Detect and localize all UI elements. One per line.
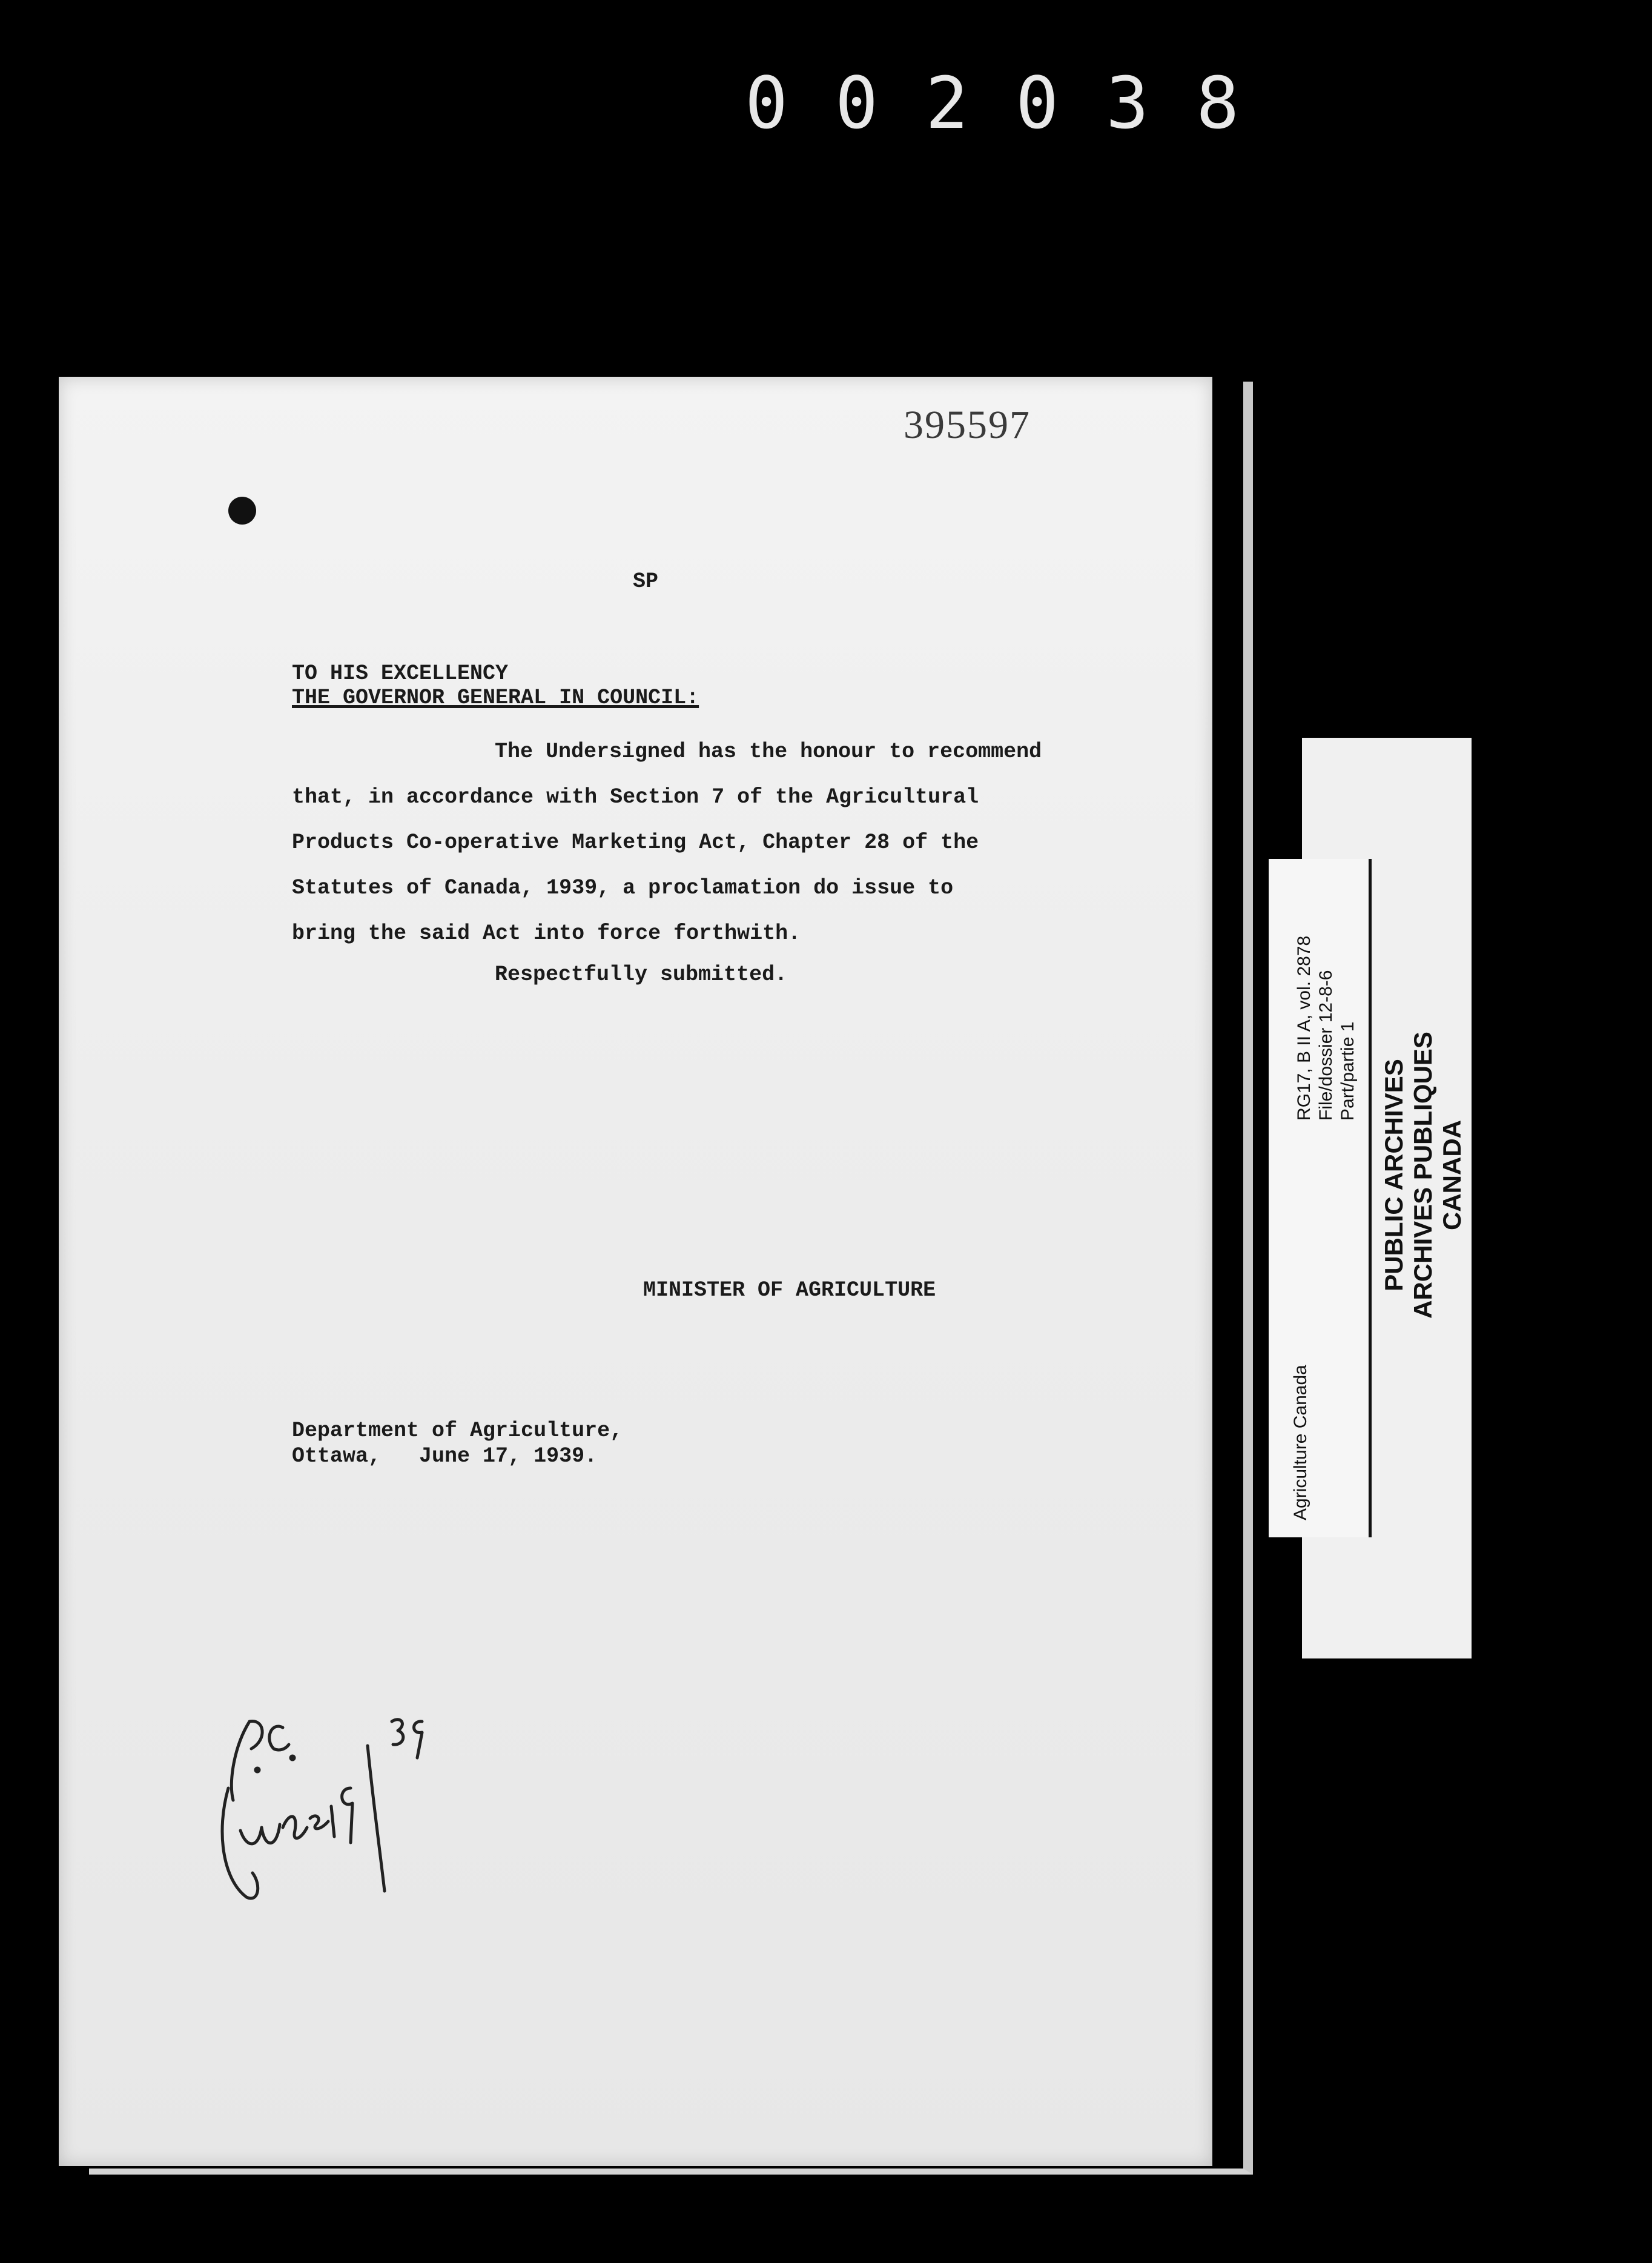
body-line: that, in accordance with Section 7 of the Agricultural <box>292 785 979 809</box>
label-archive-3: CANADA <box>1438 1120 1466 1230</box>
body-line: Products Co-operative Marketing Act, Chapter 28 of the <box>292 830 979 855</box>
label-reference-3: Part/partie 1 <box>1338 1021 1358 1121</box>
frame-number: 002038 <box>745 61 1287 145</box>
label-archive-block <box>1379 1018 1467 1333</box>
document-page <box>59 377 1212 2166</box>
address-line-1: TO HIS EXCELLENCY <box>292 661 509 686</box>
label-archive-2: ARCHIVES PUBLIQUES <box>1409 1032 1437 1319</box>
label-department: Agriculture Canada <box>1290 1365 1310 1520</box>
document-code: SP <box>633 569 659 594</box>
label-reference-2: File/dossier 12-8-6 <box>1316 970 1336 1121</box>
department-line-1: Department of Agriculture, <box>292 1419 623 1443</box>
handwritten-note <box>192 1697 434 1964</box>
body-line: The Undersigned has the honour to recommend <box>495 740 1042 764</box>
department-line-2: Ottawa, June 17, 1939. <box>292 1444 598 1468</box>
address-line-2: THE GOVERNOR GENERAL IN COUNCIL: <box>292 686 699 710</box>
closing: Respectfully submitted. <box>495 963 788 987</box>
label-archive-1: PUBLIC ARCHIVES <box>1379 1059 1408 1291</box>
body-text <box>292 729 1042 993</box>
punch-hole <box>228 497 256 525</box>
document-number: 395597 <box>904 403 1031 447</box>
body-line: bring the said Act into force forthwith. <box>292 921 801 946</box>
label-reference-1: RG17, B II A, vol. 2878 <box>1294 935 1314 1121</box>
body-line: Statutes of Canada, 1939, a proclamation do issue to <box>292 876 954 900</box>
signer: MINISTER OF AGRICULTURE <box>643 1278 936 1302</box>
archive-label-inner <box>1269 859 1372 1537</box>
